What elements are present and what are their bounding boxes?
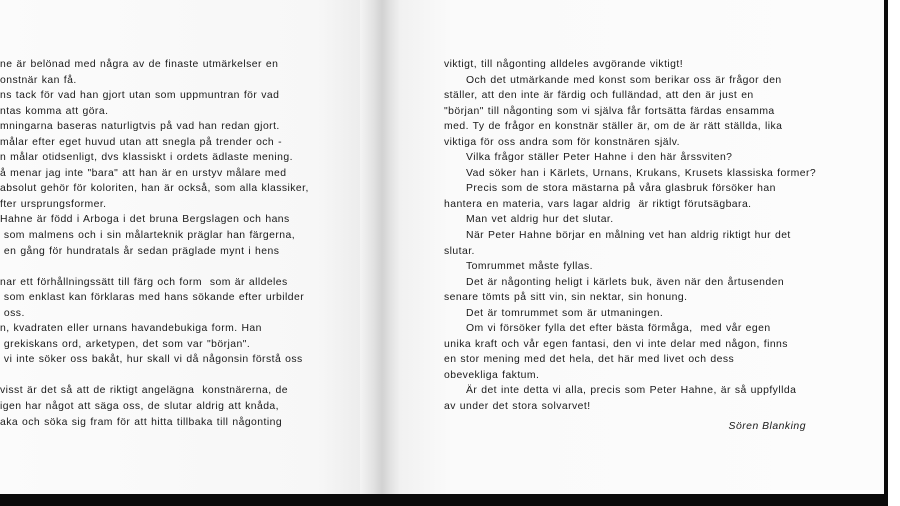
text-line: "början" till någonting som vi själva får fortsätta färdas ensamma: [444, 105, 775, 117]
text-line: n målar otidsenligt, dvs klassiskt i ordets ädlaste mening.: [0, 152, 293, 164]
text-line: Det är någonting heligt i kärlets buk, även när den årtusenden: [466, 276, 785, 288]
scan-edge-bottom: [0, 494, 888, 506]
text-line: visst är det så att de riktigt angelägna konstnärerna, de: [0, 385, 288, 397]
text-line: en gång för hundratals år sedan präglade mynt i hens: [0, 245, 280, 257]
text-line: igen har något att säga oss, de slutar aldrig att knåda,: [0, 401, 280, 413]
text-line: obevekliga faktum.: [444, 369, 540, 381]
text-line: viktigt, till någonting alldeles avgörande viktigt!: [444, 59, 684, 70]
text-line: ntas komma att göra.: [0, 105, 109, 117]
text-line: Vilka frågor ställer Peter Hahne i den här årssviten?: [466, 152, 733, 164]
text-line: unika kraft och vår egen fantasi, den vi inte delar med någon, finns: [444, 338, 788, 350]
text-line: Är det inte detta vi alla, precis som Peter Hahne, är så uppfyllda: [466, 385, 797, 397]
left-page-text: [0, 57, 362, 430]
text-line: Det är tomrummet som är utmaningen.: [466, 307, 664, 319]
author-signature: Sören Blanking: [728, 420, 806, 432]
paragraph-gap: [0, 259, 362, 275]
text-line: fter ursprungsformer.: [0, 198, 107, 210]
text-line: av under det stora solvarvet!: [444, 401, 591, 413]
text-line: När Peter Hahne börjar en målning vet han aldrig riktigt hur det: [466, 230, 791, 242]
text-line: Vad söker han i Kärlets, Urnans, Krukans, Krusets klassiska former?: [466, 167, 817, 179]
text-line: mningarna baseras naturligtvis på vad han redan gjort.: [0, 121, 280, 133]
text-line: aka och söka sig fram för att hitta tillbaka till någonting: [0, 416, 283, 428]
text-line: viktiga för oss andra som för konstnären själv.: [444, 136, 680, 148]
right-page-text: [444, 57, 864, 434]
text-line: slutar.: [444, 245, 475, 257]
text-line: Man vet aldrig hur det slutar.: [466, 214, 614, 226]
text-line: ns tack för vad han gjort utan som uppmuntran för vad: [0, 90, 280, 102]
text-line: absolut gehör för koloriten, han är också, som alla klassiker,: [0, 183, 309, 195]
text-line: ställer, att den inte är färdig och fulländad, att den är just en: [444, 90, 754, 102]
text-line: Om vi försöker fylla det efter bästa förmåga, med vår egen: [466, 323, 771, 335]
text-line: å menar jag inte "bara" att han är en urstyv målare med: [0, 167, 287, 179]
text-line: onstnär kan få.: [0, 74, 77, 86]
left-page: [0, 0, 374, 494]
text-line: nar ett förhållningssätt till färg och form som är alldeles: [0, 276, 288, 288]
text-line: n, kvadraten eller urnans havandebukiga form. Han: [0, 323, 262, 335]
scan-margin-strip: [888, 0, 900, 506]
text-line: med. Ty de frågor en konstnär ställer är, om de är rätt ställda, lika: [444, 121, 783, 133]
text-line: Precis som de stora mästarna på våra glasbruk försöker han: [466, 183, 776, 195]
text-line: en stor mening med det hela, det här med livet och dess: [444, 354, 735, 366]
text-line: grekiskans ord, arketypen, det som var "början".: [0, 338, 251, 350]
right-page: [400, 0, 884, 494]
text-line: som enklast kan förklaras med hans sökande efter urbilder: [0, 292, 305, 304]
text-line: Och det utmärkande med konst som berikar oss är frågor den: [466, 74, 782, 86]
book-gutter: [360, 0, 404, 494]
text-line: som malmens och i sin målarteknik präglar han färgerna,: [0, 230, 296, 242]
text-line: vi inte söker oss bakåt, hur skall vi då någonsin förstå oss: [0, 354, 303, 366]
paragraph-gap: [0, 368, 362, 384]
text-line: Hahne är född i Arboga i det bruna Bergslagen och hans: [0, 214, 290, 226]
text-line: senare tömts på sitt vin, sin nektar, sin honung.: [444, 292, 688, 304]
text-line: ne är belönad med några av de finaste utmärkelser en: [0, 59, 279, 70]
text-line: Tomrummet måste fyllas.: [466, 261, 594, 273]
text-line: hantera en materia, vars lagar aldrig är riktigt förutsägbara.: [444, 198, 752, 210]
text-line: målar efter eget huvud utan att snegla på trender och -: [0, 136, 283, 148]
text-line: oss.: [0, 307, 25, 319]
